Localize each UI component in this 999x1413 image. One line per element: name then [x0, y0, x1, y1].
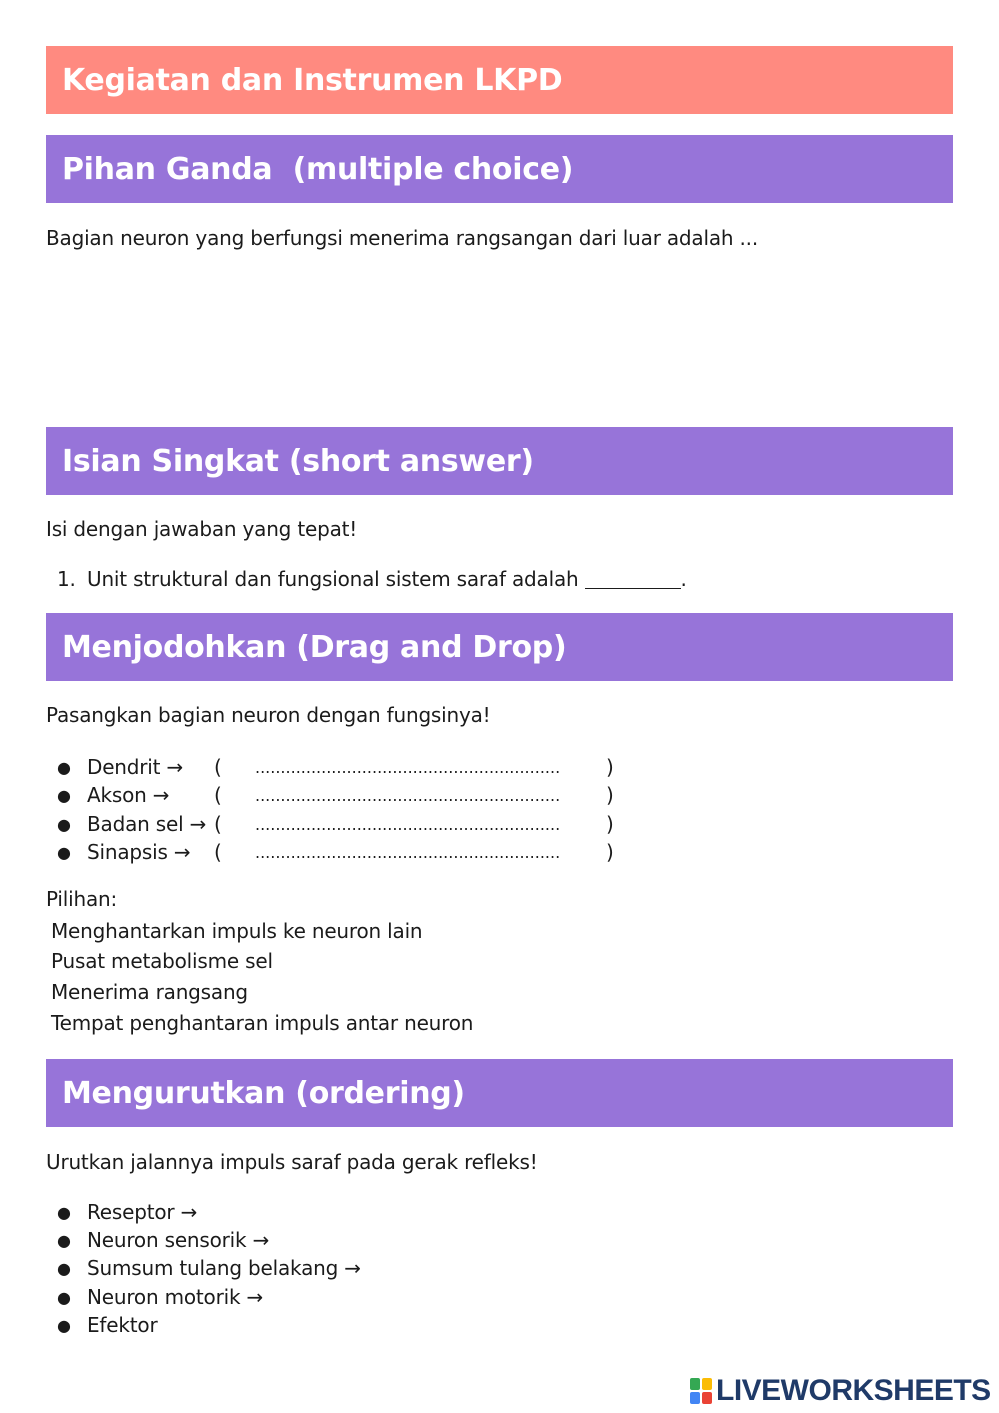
option-item[interactable]: Menghantarkan impuls ke neuron lain [51, 919, 423, 943]
match-label: Sinapsis → [87, 840, 191, 864]
bullet: ● [57, 842, 71, 862]
match-label: Badan sel → [87, 812, 207, 836]
order-item[interactable] [57, 1256, 361, 1280]
order-item[interactable] [57, 1200, 197, 1224]
match-label: Dendrit → [87, 755, 184, 779]
match-label: Akson → [87, 783, 170, 807]
bullet: ● [57, 785, 71, 805]
drop-zone[interactable]: ............................................................ [255, 785, 561, 805]
match-item [57, 755, 614, 779]
logo-icon [690, 1378, 712, 1404]
open-paren: ( [214, 755, 222, 779]
order-item[interactable] [57, 1285, 263, 1309]
matching-title: Menjodohkan (Drag and Drop) [62, 629, 567, 665]
ordering-banner [46, 1059, 953, 1127]
main-title-banner [46, 46, 953, 114]
drop-zone[interactable]: ............................................................ [255, 757, 561, 777]
open-paren: ( [214, 783, 222, 807]
drop-zone[interactable]: ............................................................ [255, 814, 561, 834]
close-paren: ) [606, 812, 614, 836]
close-paren: ) [606, 840, 614, 864]
order-label: Neuron motorik → [87, 1285, 264, 1309]
match-item [57, 812, 614, 836]
multiple-choice-title: Pihan Ganda (multiple choice) [62, 151, 574, 187]
option-item[interactable]: Pusat metabolisme sel [51, 949, 273, 973]
ordering-instruction: Urutkan jalannya impuls saraf pada gerak refleks! [46, 1150, 538, 1174]
order-item[interactable] [57, 1313, 157, 1337]
bullet: ● [57, 1202, 71, 1222]
option-item[interactable]: Menerima rangsang [51, 980, 248, 1004]
short-answer-item [57, 567, 687, 591]
order-label: Efektor [87, 1313, 158, 1337]
options-label: Pilihan: [46, 887, 118, 911]
match-item [57, 840, 614, 864]
item-end: . [680, 567, 687, 591]
short-answer-instruction: Isi dengan jawaban yang tepat! [46, 517, 358, 541]
item-text: Unit struktural dan fungsional sistem saraf adalah [87, 567, 579, 591]
open-paren: ( [214, 812, 222, 836]
short-answer-banner [46, 427, 953, 495]
liveworksheets-logo[interactable] [690, 1374, 991, 1408]
close-paren: ) [606, 755, 614, 779]
bullet: ● [57, 814, 71, 834]
main-title: Kegiatan dan Instrumen LKPD [62, 62, 563, 98]
mc-question: Bagian neuron yang berfungsi menerima rangsangan dari luar adalah ... [46, 226, 759, 250]
bullet: ● [57, 757, 71, 777]
bullet: ● [57, 1287, 71, 1307]
bullet: ● [57, 1258, 71, 1278]
bullet: ● [57, 1315, 71, 1335]
answer-blank[interactable] [585, 570, 681, 589]
logo-text: LIVEWORKSHEETS [716, 1374, 991, 1407]
open-paren: ( [214, 840, 222, 864]
multiple-choice-banner [46, 135, 953, 203]
ordering-title: Mengurutkan (ordering) [62, 1075, 465, 1111]
match-item [57, 783, 614, 807]
bullet: ● [57, 1230, 71, 1250]
order-label: Neuron sensorik → [87, 1228, 270, 1252]
order-label: Sumsum tulang belakang → [87, 1256, 361, 1280]
matching-banner [46, 613, 953, 681]
option-item[interactable]: Tempat penghantaran impuls antar neuron [51, 1011, 474, 1035]
order-label: Reseptor → [87, 1200, 198, 1224]
drop-zone[interactable]: ............................................................ [255, 842, 561, 862]
item-number: 1. [57, 567, 76, 591]
short-answer-title: Isian Singkat (short answer) [62, 443, 534, 479]
matching-instruction: Pasangkan bagian neuron dengan fungsinya! [46, 703, 491, 727]
close-paren: ) [606, 783, 614, 807]
order-item[interactable] [57, 1228, 269, 1252]
